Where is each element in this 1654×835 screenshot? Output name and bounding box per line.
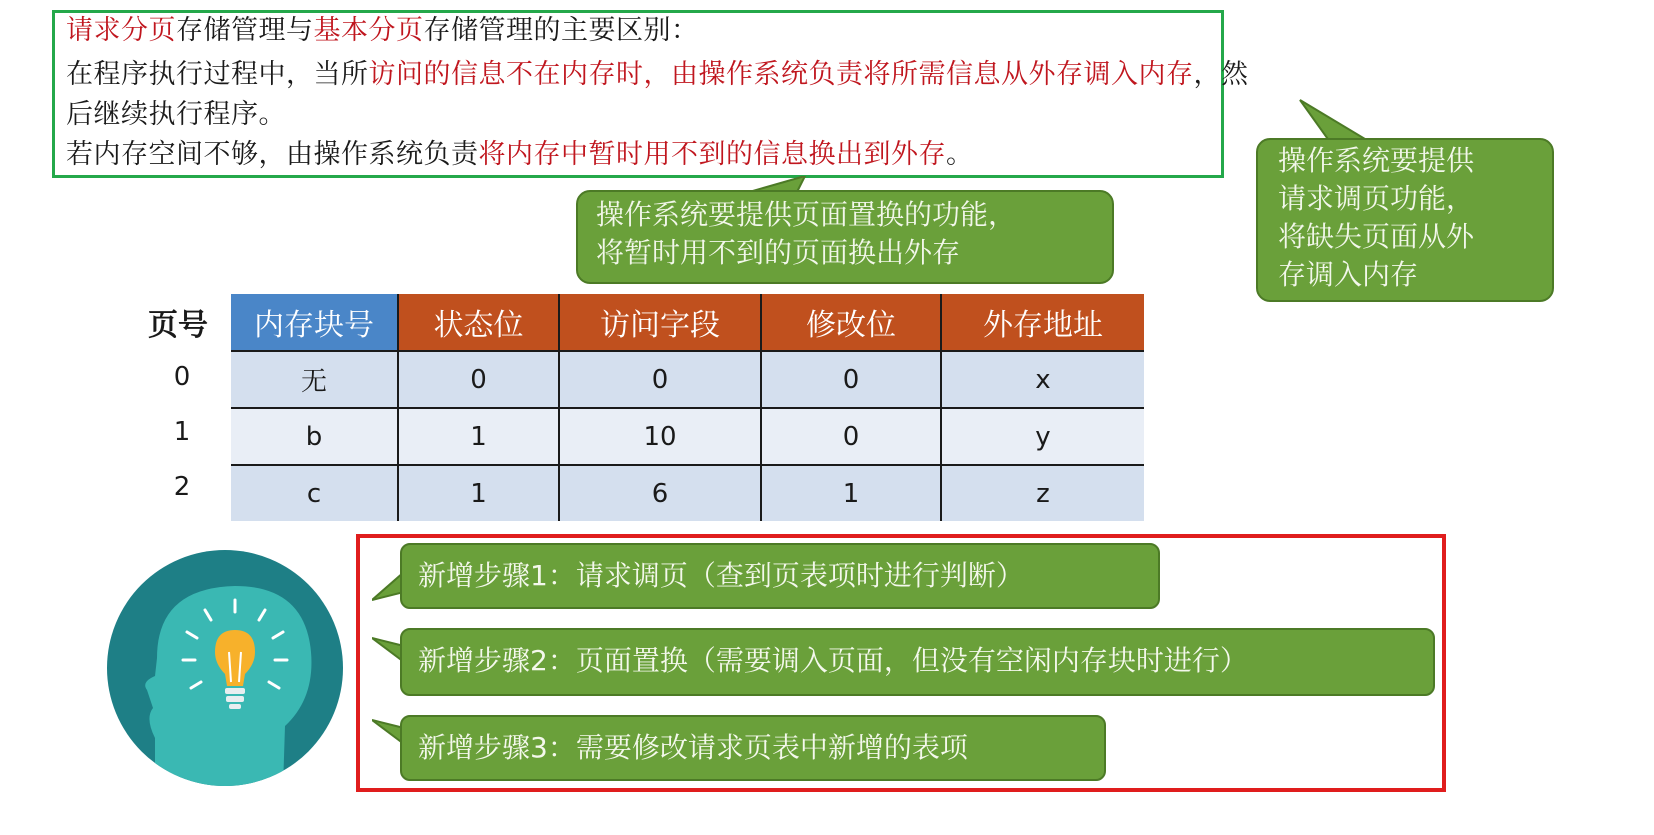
table-row xyxy=(231,465,1144,521)
table-cell: x xyxy=(941,351,1144,408)
table-cell: 0 xyxy=(398,351,559,408)
intro-text: 存储管理的主要区别： xyxy=(423,15,699,46)
table-cell: 1 xyxy=(398,408,559,465)
table-header-row xyxy=(231,294,1144,351)
table-cell: 6 xyxy=(559,465,761,521)
table-cell: 10 xyxy=(559,408,761,465)
intro-line-1 xyxy=(66,14,699,48)
table-cell: c xyxy=(231,465,398,521)
intro-line-2 xyxy=(66,58,1249,92)
callout-text: 将暂时用不到的页面换出外存 xyxy=(596,236,961,269)
header-modify-bit: 修改位 xyxy=(761,294,941,351)
page-number-2: 2 xyxy=(173,472,191,502)
callout-page-replacement xyxy=(576,190,1114,284)
intro-highlight: 基本分页 xyxy=(313,15,424,46)
page-number-1: 1 xyxy=(173,417,191,447)
intro-highlight: 访问的信息不在内存时，由操作系统负责将所需信息从外存调入内存 xyxy=(368,59,1194,90)
step-1-demand-paging: 新增步骤1：请求调页（查到页表项时进行判断） xyxy=(400,543,1160,609)
callout-demand-paging xyxy=(1256,138,1554,302)
intro-text: 存储管理与 xyxy=(176,15,314,46)
page-number-0: 0 xyxy=(173,362,191,392)
table-row xyxy=(231,351,1144,408)
header-status-bit: 状态位 xyxy=(398,294,559,351)
header-frame-number: 内存块号 xyxy=(231,294,398,351)
intro-text: 。 xyxy=(946,139,974,170)
step-3-modify-table: 新增步骤3：需要修改请求页表中新增的表项 xyxy=(400,715,1106,781)
table-cell: z xyxy=(941,465,1144,521)
table-cell: 0 xyxy=(761,408,941,465)
callout-text: 操作系统要提供 xyxy=(1278,144,1475,177)
table-cell: 0 xyxy=(559,351,761,408)
table-cell: 0 xyxy=(761,351,941,408)
table-cell: 无 xyxy=(231,351,398,408)
table-cell: 1 xyxy=(398,465,559,521)
table-cell: 1 xyxy=(761,465,941,521)
header-access-field: 访问字段 xyxy=(559,294,761,351)
request-page-table xyxy=(231,294,1144,521)
page-number-header: 页号 xyxy=(148,308,208,343)
callout-text: 操作系统要提供页面置换的功能， xyxy=(596,198,1017,231)
step-2-page-replacement: 新增步骤2：页面置换（需要调入页面，但没有空闲内存块时进行） xyxy=(400,628,1435,696)
table-cell: y xyxy=(941,408,1144,465)
table-row xyxy=(231,408,1144,465)
head-lightbulb-icon xyxy=(105,548,345,788)
table-cell: b xyxy=(231,408,398,465)
intro-text: ，然 xyxy=(1193,59,1249,90)
callout-text: 将缺失页面从外 xyxy=(1278,220,1475,253)
callout-text: 存调入内存 xyxy=(1278,258,1419,291)
intro-highlight: 请求分页 xyxy=(66,15,176,46)
intro-line-3: 后继续执行程序。 xyxy=(66,99,286,130)
intro-highlight: 将内存中暂时用不到的信息换出到外存 xyxy=(478,139,946,170)
header-disk-address: 外存地址 xyxy=(941,294,1144,351)
callout-text: 请求调页功能， xyxy=(1278,182,1475,215)
intro-text: 在程序执行过程中，当所 xyxy=(66,59,369,90)
intro-line-4 xyxy=(66,138,974,172)
intro-text: 若内存空间不够，由操作系统负责 xyxy=(66,139,479,170)
